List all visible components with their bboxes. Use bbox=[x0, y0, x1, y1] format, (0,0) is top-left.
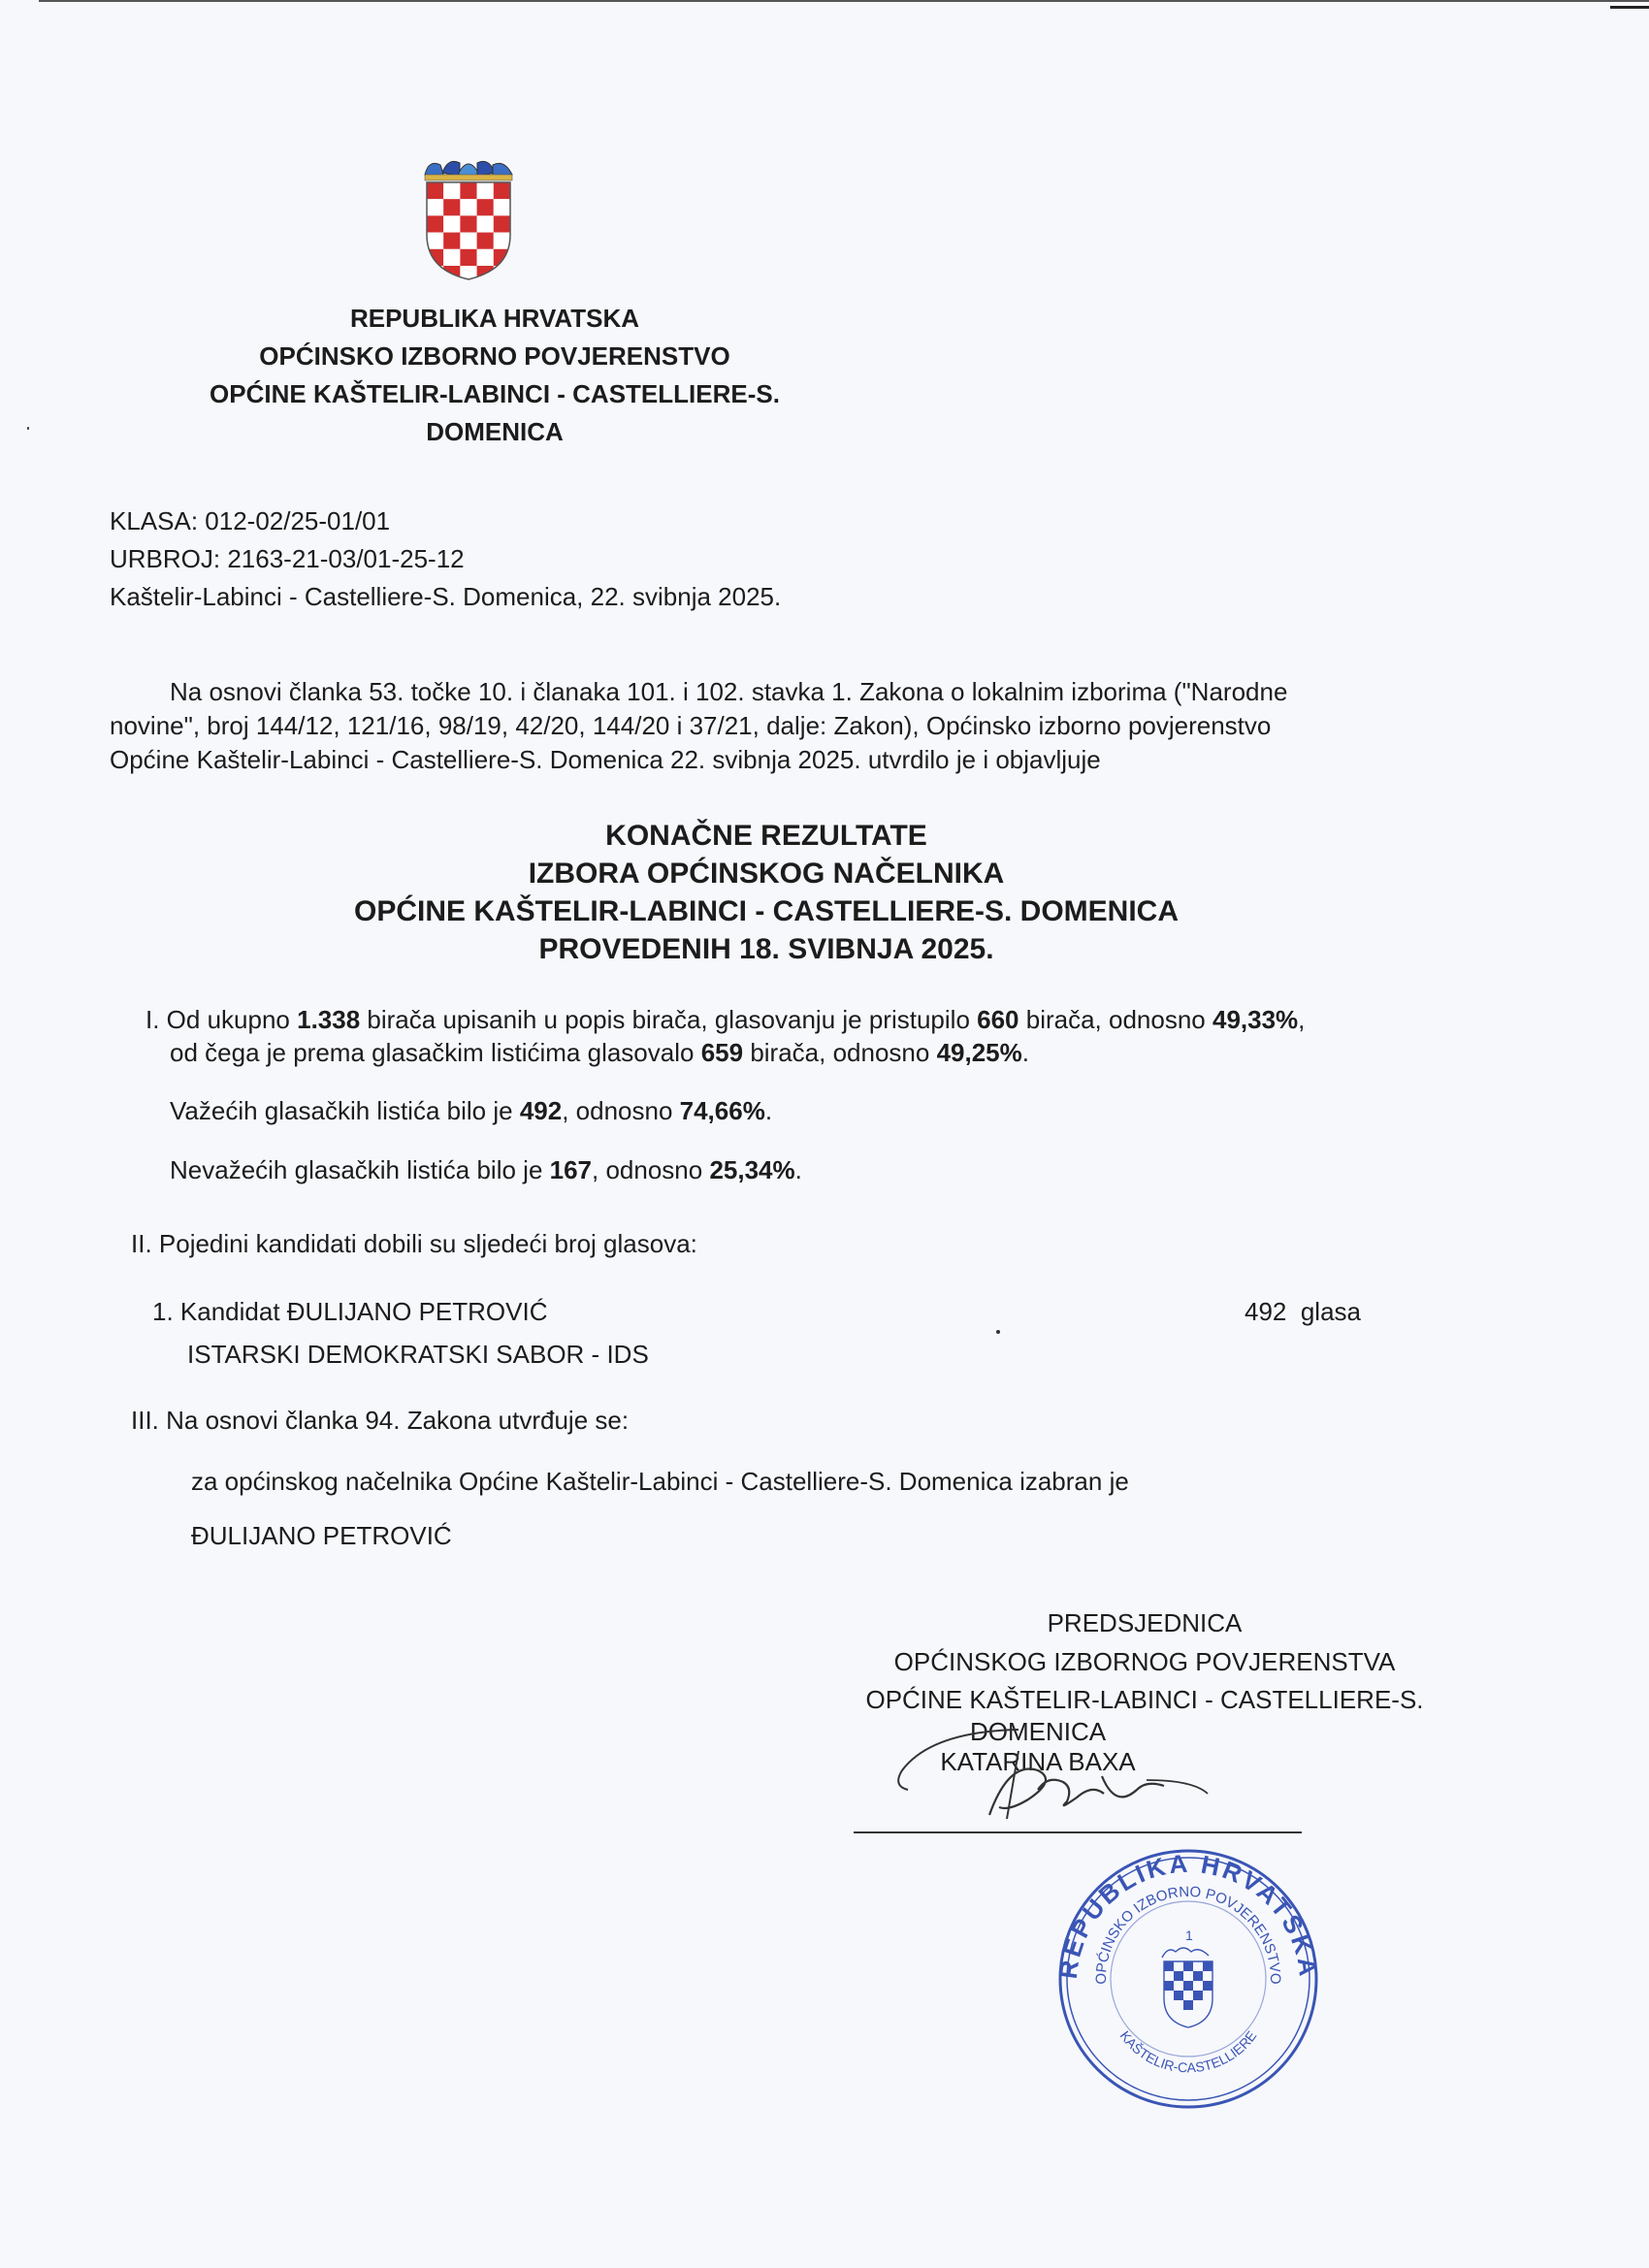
signature-municipality: OPĆINE KAŠTELIR-LABINCI - CASTELLIERE-S. bbox=[865, 1685, 1424, 1714]
coat-of-arms-field bbox=[427, 182, 443, 199]
coat-of-arms-field bbox=[443, 233, 460, 249]
coat-of-arms-field bbox=[477, 249, 494, 266]
title-line-2: IZBORA OPĆINSKOG NAČELNIKA bbox=[528, 858, 1005, 890]
intro-line-1: Na osnovi članka 53. točke 10. i članaka 101. i 102. stavka 1. Zakona o lokalnim izborima ("Narodne bbox=[170, 677, 1288, 706]
signature-name: KATARINA BAXA bbox=[940, 1747, 1136, 1776]
elected-name: ĐULIJANO PETROVIĆ bbox=[191, 1521, 452, 1550]
ballots-cast-line: od čega je prema glasačkim listićima glasovalo 659 birača, odnosno 49,25%. bbox=[170, 1038, 1029, 1067]
stamp-inner-text: OPĆINSKO IZBORNO POVJERENSTVO bbox=[1092, 1883, 1284, 1985]
scan-edge-mark bbox=[1610, 6, 1649, 9]
turnout-line: I. Od ukupno 1.338 birača upisanih u popis birača, glasovanju je pristupilo 660 birača, odnosno 49,33%, bbox=[146, 1005, 1306, 1034]
croatian-coat-of-arms-icon bbox=[415, 155, 522, 281]
header-republic: REPUBLIKA HRVATSKA bbox=[349, 304, 640, 333]
title-line-4: PROVEDENIH 18. SVIBNJA 2025. bbox=[538, 933, 994, 965]
coat-of-arms-field bbox=[427, 199, 443, 215]
coat-of-arms-field bbox=[477, 215, 494, 232]
place-date: Kaštelir-Labinci - Castelliere-S. Domenica, 22. svibnja 2025. bbox=[110, 582, 782, 611]
signature-commission: OPĆINSKOG IZBORNOG POVJERENSTVA bbox=[893, 1647, 1396, 1676]
invalid-ballots-line: Nevažećih glasačkih listića bilo je 167, odnosno 25,34%. bbox=[170, 1155, 802, 1184]
coat-of-arms-field bbox=[427, 215, 443, 232]
coat-of-arms-field bbox=[443, 249, 460, 266]
scan-edge-line bbox=[39, 0, 1649, 2]
scan-speck bbox=[996, 1330, 1000, 1334]
coat-of-arms-field bbox=[494, 233, 510, 249]
coat-of-arms-field bbox=[443, 215, 460, 232]
stamp-municipality-text: KAŠTELIR-CASTELLIERE bbox=[1116, 2027, 1260, 2076]
coat-of-arms-field bbox=[477, 233, 494, 249]
handwritten-signature-icon bbox=[873, 1722, 1222, 1838]
klasa: KLASA: 012-02/25-01/01 bbox=[110, 506, 391, 535]
scan-speck-left bbox=[27, 427, 29, 430]
intro-line-3: Općine Kaštelir-Labinci - Castelliere-S. Domenica 22. svibnja 2025. utvrdilo je i objavljuje bbox=[110, 745, 1101, 774]
coat-of-arms-field bbox=[494, 199, 510, 215]
official-stamp-icon bbox=[1038, 1824, 1339, 2115]
svg-text:KAŠTELIR-CASTELLIERE bbox=[1117, 2028, 1260, 2076]
coat-of-arms-field bbox=[460, 182, 476, 199]
section-3-text: za općinskog načelnika Općine Kaštelir-Labinci - Castelliere-S. Domenica izabran je bbox=[191, 1467, 1129, 1496]
title-line-3: OPĆINE KAŠTELIR-LABINCI - CASTELLIERE-S. DOMENICA bbox=[353, 895, 1179, 927]
valid-ballots-line: Važećih glasačkih listića bilo je 492, odnosno 74,66%. bbox=[170, 1096, 773, 1125]
candidate-votes: 492 glasa bbox=[1245, 1297, 1361, 1326]
svg-text:REPUBLIKA HRVATSKA bbox=[1053, 1849, 1323, 1981]
candidate-party: ISTARSKI DEMOKRATSKI SABOR - IDS bbox=[187, 1340, 649, 1369]
coat-of-arms-field bbox=[460, 199, 476, 215]
coat-of-arms-field bbox=[460, 215, 476, 232]
urbroj: URBROJ: 2163-21-03/01-25-12 bbox=[110, 544, 465, 573]
signature-title: PREDSJEDNICA bbox=[1047, 1608, 1243, 1637]
coat-of-arms-field bbox=[443, 199, 460, 215]
title-line-1: KONAČNE REZULTATE bbox=[605, 820, 927, 852]
coat-of-arms-field bbox=[460, 249, 476, 266]
header-municipality: OPĆINE KAŠTELIR-LABINCI - CASTELLIERE-S. bbox=[210, 379, 780, 408]
header-municipality-cont: DOMENICA bbox=[426, 417, 564, 446]
section-2-heading: II. Pojedini kandidati dobili su sljedeći broj glasova: bbox=[131, 1229, 697, 1258]
coat-of-arms-field bbox=[477, 182, 494, 199]
coat-of-arms-field bbox=[443, 182, 460, 199]
header-commission: OPĆINSKO IZBORNO POVJERENSTVO bbox=[259, 341, 730, 371]
candidate-line: 1. Kandidat ĐULIJANO PETROVIĆ bbox=[152, 1297, 548, 1326]
intro-line-2: novine", broj 144/12, 121/16, 98/19, 42/20, 144/20 i 37/21, dalje: Zakon), Općinsko izborno povjerenstvo bbox=[110, 711, 1272, 740]
coat-of-arms-field bbox=[494, 182, 510, 199]
coat-of-arms-field bbox=[477, 199, 494, 215]
coat-of-arms-field bbox=[460, 233, 476, 249]
stamp-outer-text: REPUBLIKA HRVATSKA bbox=[1052, 1848, 1324, 1981]
stamp-number: 1 bbox=[1185, 1928, 1193, 1943]
signature-municipality-cont: DOMENICA bbox=[969, 1717, 1107, 1746]
coat-of-arms-field bbox=[494, 215, 510, 232]
coat-of-arms-field bbox=[427, 266, 443, 281]
section-3-heading: III. Na osnovi članka 94. Zakona utvrđuje se: bbox=[131, 1406, 630, 1435]
coat-of-arms-field bbox=[494, 266, 510, 281]
coat-of-arms-field bbox=[427, 233, 443, 249]
